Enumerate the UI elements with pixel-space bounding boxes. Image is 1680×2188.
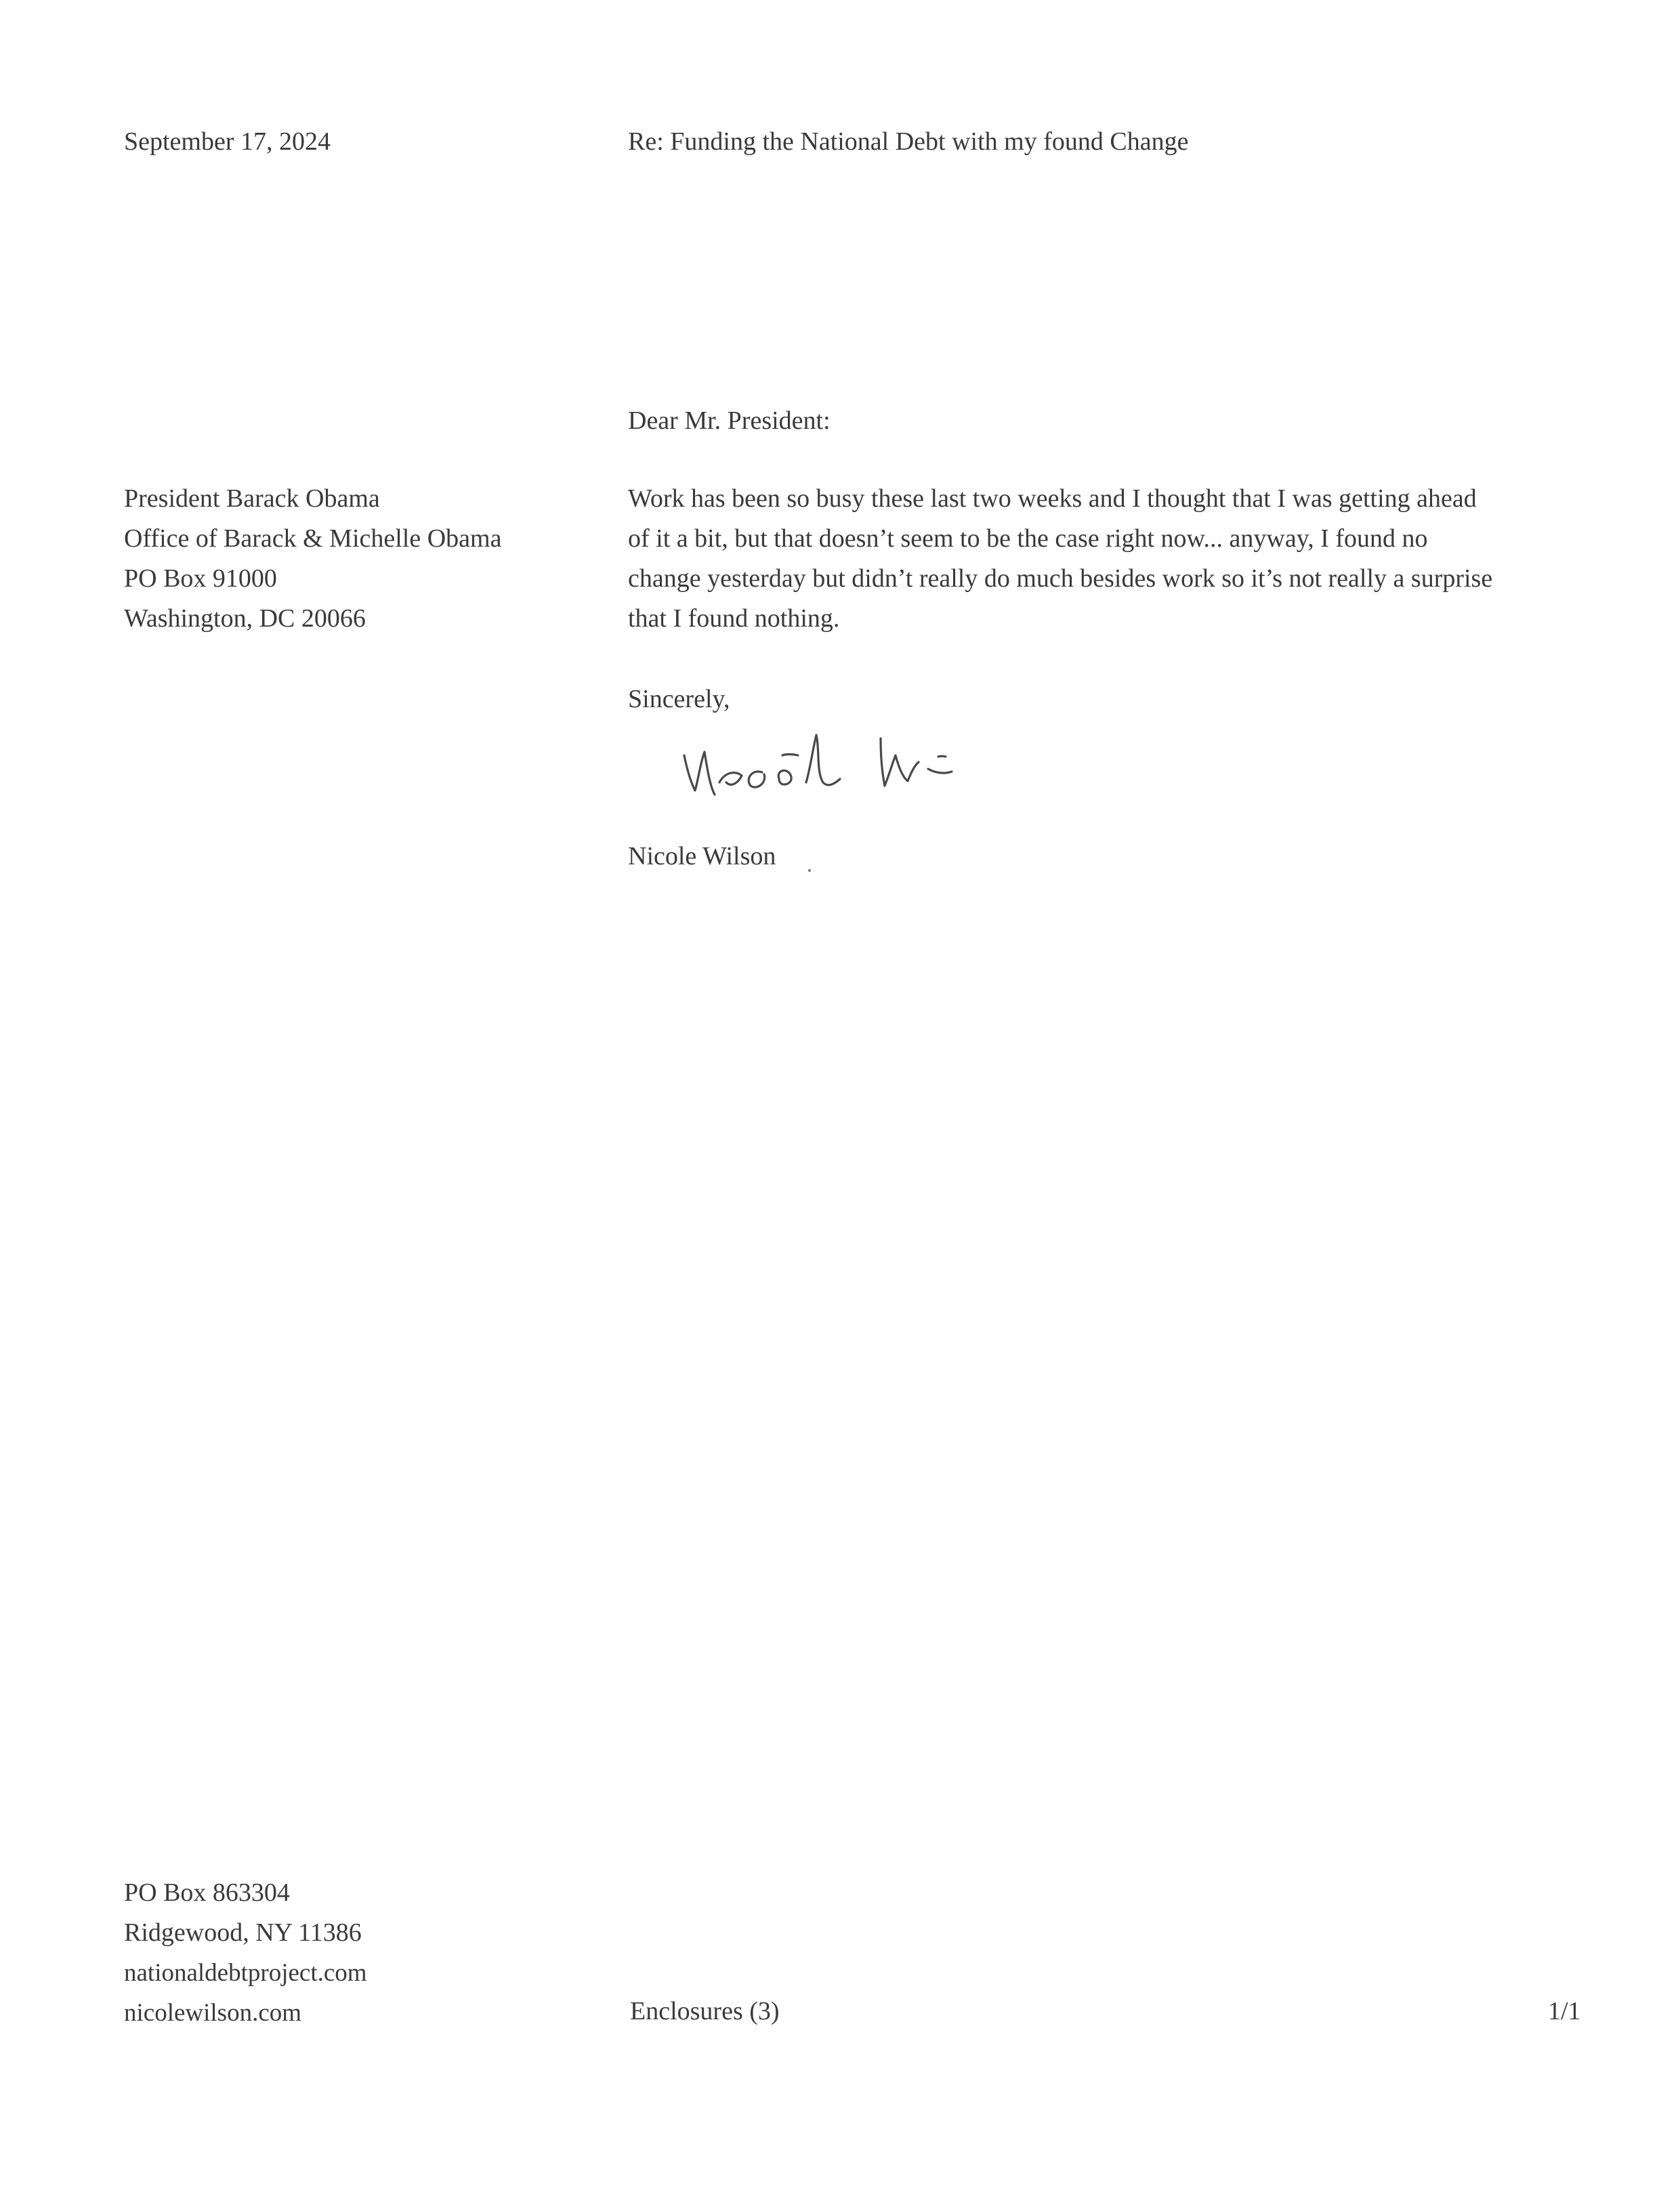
letter-subject: Re: Funding the National Debt with my found Change [628, 127, 1189, 156]
recipient-address [124, 479, 501, 639]
salutation: Dear Mr. President: [628, 406, 831, 435]
letter-date: September 17, 2024 [124, 127, 331, 156]
letter-body [628, 479, 1590, 639]
sender-line: PO Box 863304 [124, 1878, 290, 1907]
sender-website: nicolewilson.com [124, 1999, 302, 2027]
closing: Sincerely, [628, 685, 730, 713]
handwritten-signature [677, 715, 1030, 823]
sender-website: nationaldebtproject.com [124, 1959, 367, 1987]
body-line: that I found nothing. [628, 604, 840, 633]
page-number: 1/1 [1548, 1997, 1581, 2025]
signer-name: Nicole Wilson [628, 842, 776, 870]
recipient-line: Office of Barack & Michelle Obama [124, 524, 502, 553]
enclosures-note: Enclosures (3) [630, 1997, 780, 2025]
recipient-line: Washington, DC 20066 [124, 604, 366, 633]
body-line: of it a bit, but that doesn’t seem to be the case right now... anyway, I found no [628, 524, 1428, 553]
sender-line: Ridgewood, NY 11386 [124, 1918, 362, 1947]
sender-address [124, 1873, 367, 2033]
body-line: Work has been so busy these last two weeks and I thought that I was getting ahead [628, 484, 1477, 513]
stray-mark [808, 869, 811, 872]
recipient-line: PO Box 91000 [124, 564, 277, 593]
body-line: change yesterday but didn’t really do much besides work so it’s not really a surprise [628, 564, 1493, 593]
recipient-line: President Barack Obama [124, 484, 380, 513]
